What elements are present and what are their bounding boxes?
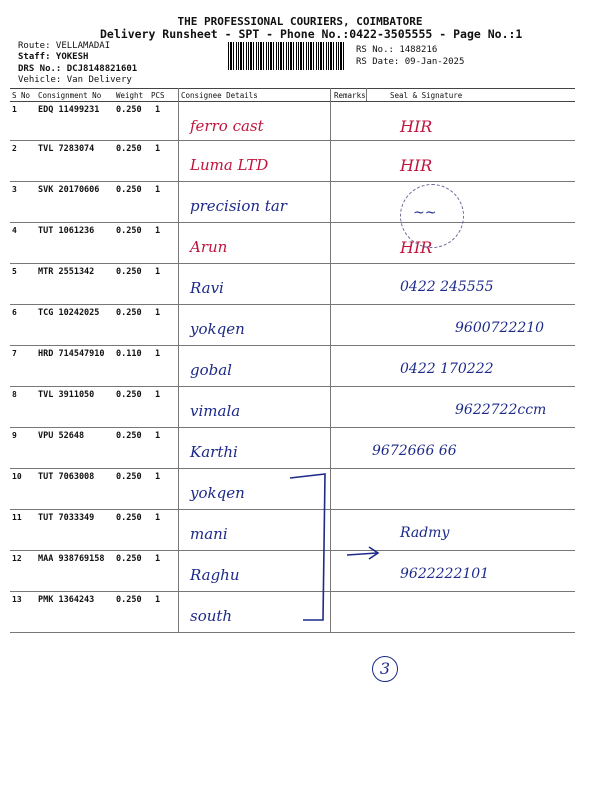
rs-date: RS Date: 09-Jan-2025 (356, 57, 465, 67)
row-pcs: 1 (155, 226, 161, 236)
vehicle-label: Vehicle: Van Delivery (18, 75, 132, 85)
row-weight: 0.110 (116, 349, 142, 359)
row-sno: 11 (12, 513, 22, 522)
rs-number: RS No.: 1488216 (356, 45, 438, 55)
row-pcs: 1 (155, 185, 161, 195)
row-signature-handwriting: HIR (400, 238, 433, 257)
row-rule (10, 345, 575, 346)
staff-label: Staff: YOKESH (18, 52, 89, 62)
row-weight: 0.250 (116, 185, 142, 195)
row-consignee-handwriting: Luma LTD (190, 156, 269, 174)
row-consignment: TUT 7063008 (38, 472, 95, 482)
row-rule (10, 468, 575, 469)
row-pcs: 1 (155, 308, 161, 318)
row-consignee-handwriting: mani (190, 525, 228, 543)
row-consignee-handwriting: vimala (190, 402, 241, 420)
row-consignee-handwriting: Karthi (190, 443, 238, 461)
row-consignment: MAA 938769158 (38, 554, 105, 564)
row-sno: 10 (12, 472, 22, 481)
row-weight: 0.250 (116, 472, 142, 482)
row-weight: 0.250 (116, 390, 142, 400)
col-remarks: Remarks (334, 91, 366, 100)
row-rule (10, 427, 575, 428)
seal-stamp: ~~ (400, 184, 464, 248)
row-rule (10, 386, 575, 387)
col-divider-signature (366, 88, 367, 101)
row-pcs: 1 (155, 390, 161, 400)
bracket-arrow-icon (285, 470, 405, 625)
row-weight: 0.250 (116, 308, 142, 318)
drs-label: DRS No.: DCJ8148821601 (18, 64, 138, 74)
row-rule (10, 181, 575, 182)
row-consignment: PMK 1364243 (38, 595, 95, 605)
row-sno: 1 (12, 105, 17, 114)
row-sno: 12 (12, 554, 22, 563)
col-signature: Seal & Signature (390, 91, 463, 100)
row-rule (10, 140, 575, 141)
row-sno: 9 (12, 431, 17, 440)
col-divider-consignee (178, 88, 179, 633)
row-rule (10, 304, 575, 305)
row-consignment: VPU 52648 (38, 431, 85, 441)
row-sno: 7 (12, 349, 17, 358)
row-pcs: 1 (155, 144, 161, 154)
row-sno: 2 (12, 144, 17, 153)
page-mark: 3 (372, 656, 398, 682)
col-weight: Weight (116, 91, 144, 100)
row-sno: 8 (12, 390, 17, 399)
row-consignment: EDQ 11499231 (38, 105, 100, 115)
table-top-rule (10, 88, 575, 89)
row-weight: 0.250 (116, 513, 142, 523)
row-weight: 0.250 (116, 554, 142, 564)
barcode (228, 42, 346, 70)
row-rule (10, 263, 575, 264)
row-consignment: TCG 10242025 (38, 308, 100, 318)
row-pcs: 1 (155, 513, 161, 523)
col-consignment: Consignment No (38, 91, 102, 100)
col-sno: S No (12, 91, 31, 100)
row-signature-handwriting: HIR (400, 117, 433, 136)
row-signature-handwriting: 9622722ccm (455, 402, 547, 418)
row-signature-handwriting: 0422 245555 (400, 279, 494, 295)
row-consignee-handwriting: Ravi (190, 279, 224, 297)
row-consignee-handwriting: precision tar (190, 197, 287, 215)
row-weight: 0.250 (116, 105, 142, 115)
row-sno: 5 (12, 267, 17, 276)
runsheet-title: Delivery Runsheet - SPT - Phone No.:0422-3505555 - Page No.:1 (100, 27, 523, 41)
row-consignee-handwriting: yokqen (190, 320, 245, 338)
row-consignee-handwriting: Raghu (190, 566, 240, 584)
row-consignment: TVL 3911050 (38, 390, 95, 400)
row-weight: 0.250 (116, 267, 142, 277)
row-weight: 0.250 (116, 226, 142, 236)
row-sno: 6 (12, 308, 17, 317)
row-signature-handwriting: 9672666 66 (372, 443, 457, 459)
row-consignee-handwriting: Arun (190, 238, 228, 256)
row-rule (10, 632, 575, 633)
row-consignment: HRD 714547910 (38, 349, 105, 359)
row-pcs: 1 (155, 349, 161, 359)
row-consignee-handwriting: yokqen (190, 484, 245, 502)
row-consignment: SVK 20170606 (38, 185, 100, 195)
route-label: Route: VELLAMADAI (18, 41, 111, 51)
row-signature-handwriting: 0422 170222 (400, 361, 494, 377)
row-pcs: 1 (155, 267, 161, 277)
row-consignment: TVL 7283074 (38, 144, 95, 154)
row-signature-handwriting: 9600722210 (455, 320, 545, 336)
row-consignee-handwriting: south (190, 607, 233, 625)
row-consignment: MTR 2551342 (38, 267, 95, 277)
table-header-rule (10, 101, 575, 102)
row-weight: 0.250 (116, 431, 142, 441)
row-pcs: 1 (155, 472, 161, 482)
row-consignee-handwriting: gobal (190, 361, 232, 379)
row-pcs: 1 (155, 554, 161, 564)
row-pcs: 1 (155, 595, 161, 605)
row-consignee-handwriting: ferro cast (190, 117, 264, 135)
row-weight: 0.250 (116, 144, 142, 154)
row-rule (10, 222, 575, 223)
col-consignee: Consignee Details (181, 91, 258, 100)
row-signature-handwriting: Radmy (400, 525, 450, 541)
company-title: THE PROFESSIONAL COURIERS, COIMBATORE (177, 15, 423, 28)
row-sno: 3 (12, 185, 17, 194)
row-consignment: TUT 1061236 (38, 226, 95, 236)
col-pcs: PCS (151, 91, 165, 100)
row-sno: 4 (12, 226, 17, 235)
row-signature-handwriting: 9622222101 (400, 566, 490, 582)
row-sno: 13 (12, 595, 22, 604)
row-consignment: TUT 7033349 (38, 513, 95, 523)
row-pcs: 1 (155, 431, 161, 441)
row-weight: 0.250 (116, 595, 142, 605)
row-pcs: 1 (155, 105, 161, 115)
row-signature-handwriting: HIR (400, 156, 433, 175)
